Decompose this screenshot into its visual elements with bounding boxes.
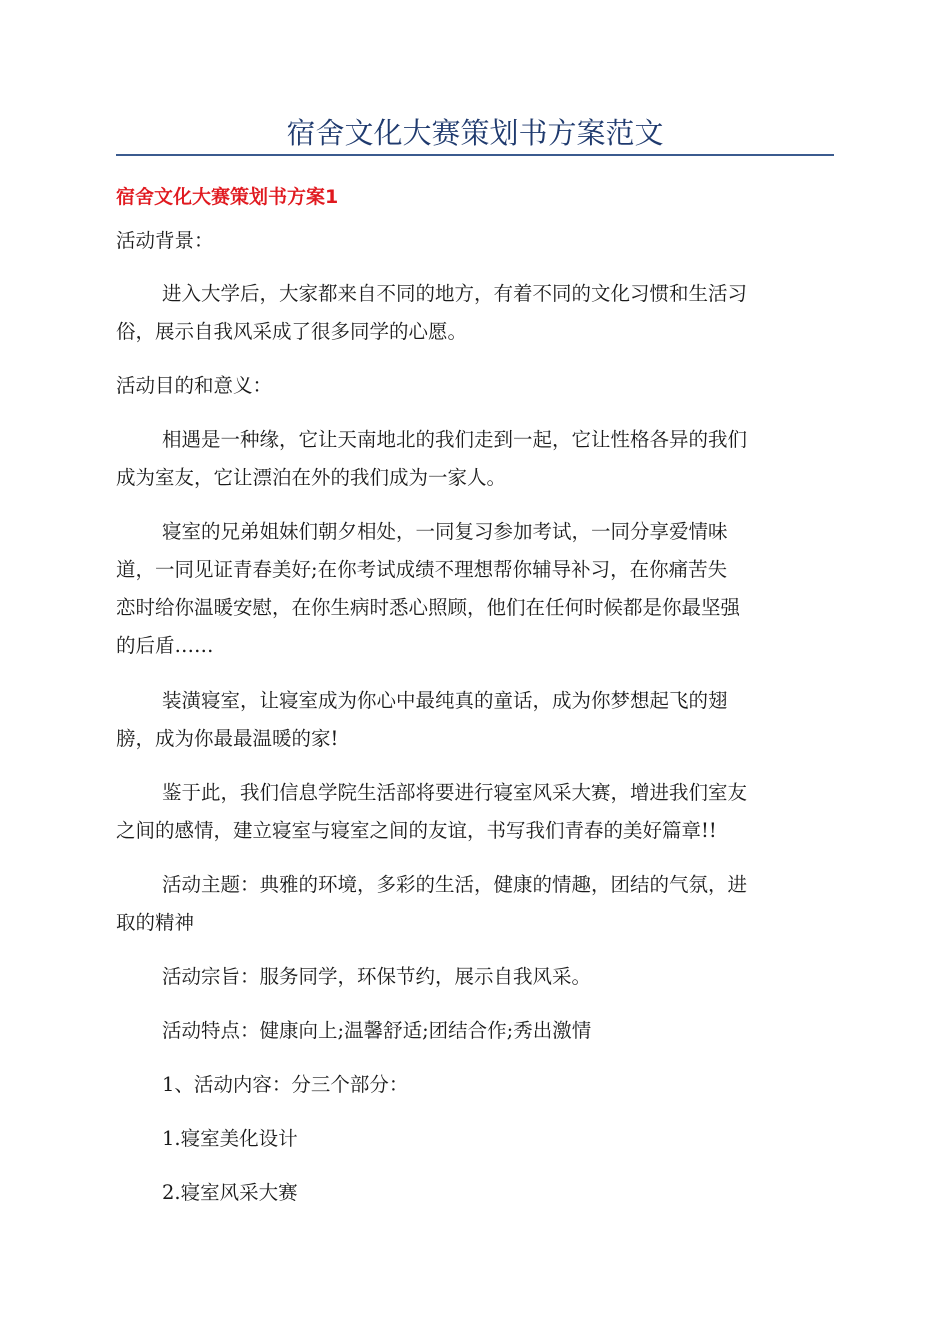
paragraph-purpose-2: 寝室的兄弟姐妹们朝夕相处，一同复习参加考试，一同分享爱情味 (162, 520, 728, 543)
paragraph-purpose-3: 装潢寝室，让寝室成为你心中最纯真的童话，成为你梦想起飞的翅 (162, 689, 728, 712)
paragraph-features: 活动特点：健康向上;温馨舒适;团结合作;秀出激情 (162, 1019, 592, 1042)
paragraph-theme: 活动主题：典雅的环境，多彩的生活，健康的情趣，团结的气氛，进 (162, 873, 748, 896)
paragraph-background-label: 活动背景： (116, 229, 214, 252)
list-item-1: 1.寝室美化设计 (162, 1127, 298, 1150)
paragraph-background-body-cont: 俗，展示自我风采成了很多同学的心愿。 (116, 320, 468, 343)
paragraph-purpose-2-cont: 道，一同见证青春美好;在你考试成绩不理想帮你辅导补习，在你痛苦失 恋时给你温暖安慰，在你生病时悉心照顾，他们在任何时候都是你最坚强 的后盾…… (116, 558, 741, 657)
paragraph-purpose-label: 活动目的和意义： (116, 374, 273, 397)
paragraph-background-body: 进入大学后，大家都来自不同的地方，有着不同的文化习惯和生活习 (162, 282, 748, 305)
paragraph-purpose-4-cont: 之间的感情，建立寝室与寝室之间的友谊，书写我们青春的美好篇章!! (116, 819, 717, 842)
title-underline (116, 154, 834, 156)
paragraph-theme-cont: 取的精神 (116, 911, 195, 934)
paragraph-content-heading: 1、活动内容：分三个部分： (162, 1073, 409, 1096)
paragraph-purpose-4: 鉴于此，我们信息学院生活部将要进行寝室风采大赛，增进我们室友 (162, 781, 748, 804)
paragraph-aim: 活动宗旨：服务同学，环保节约，展示自我风采。 (162, 965, 592, 988)
paragraph-purpose-1: 相遇是一种缘，它让天南地北的我们走到一起，它让性格各异的我们 (162, 428, 748, 451)
paragraph-purpose-3-cont: 膀，成为你最最温暖的家! (116, 727, 339, 750)
section-heading: 宿舍文化大赛策划书方案1 (116, 186, 339, 208)
paragraph-purpose-1-cont: 成为室友，它让漂泊在外的我们成为一家人。 (116, 466, 507, 489)
document-title: 宿舍文化大赛策划书方案范文 (286, 116, 664, 150)
list-item-2: 2.寝室风采大赛 (162, 1181, 298, 1204)
